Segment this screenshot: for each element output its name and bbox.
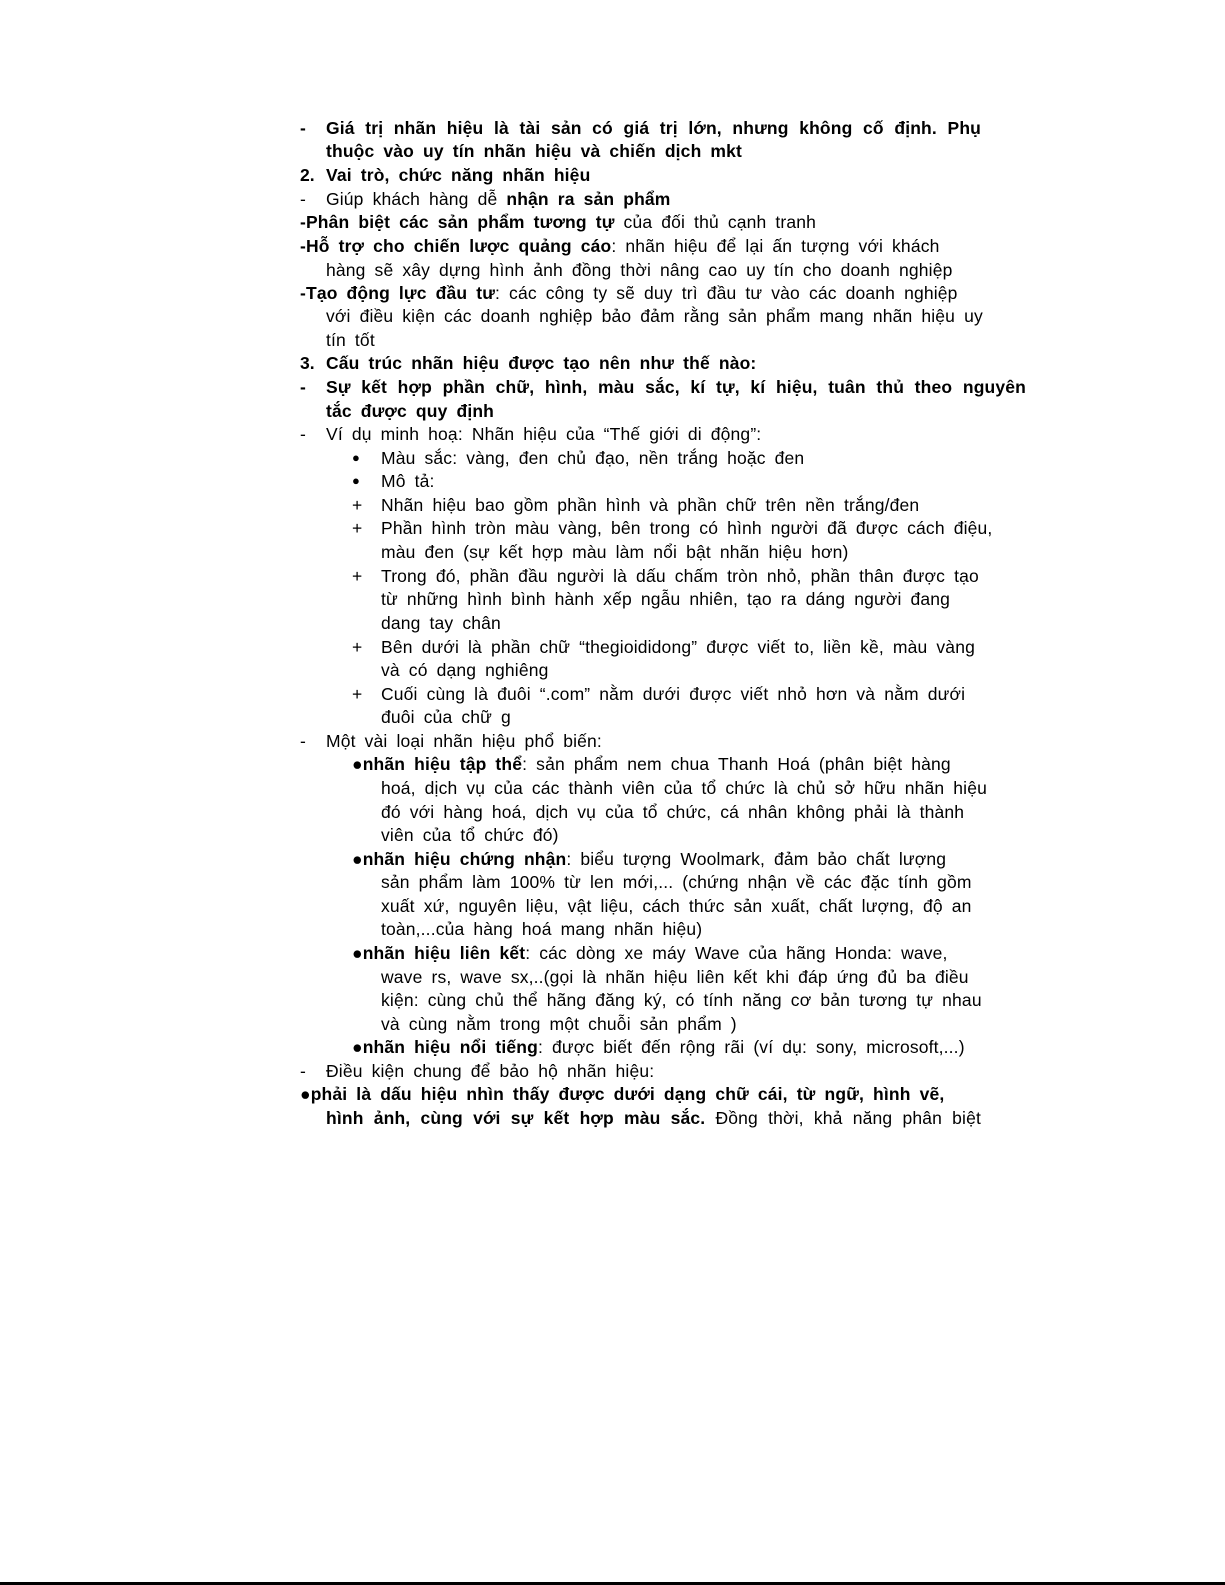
text-run: tín tốt [326,330,375,350]
text-run: viên của tổ chức đó) [381,825,559,845]
text-run: dang tay chân [381,613,501,633]
text-line [326,375,1026,399]
text-line [326,328,375,352]
bold-text: -Phân biệt các sản phẩm tương tự [300,212,615,232]
text-line [300,234,940,258]
text-run: xuất xứ, nguyên liệu, vật liệu, cách thức sản xuất, chất lượng, độ an [381,896,972,916]
text-line [381,469,435,493]
text-line [381,587,950,611]
list-marker: 2. [300,165,315,185]
list-marker: - [300,118,306,138]
text-run: : sản phẩm nem chua Thanh Hoá (phân biệt hàng [522,754,951,774]
text-line [381,540,849,564]
text-line [300,1082,944,1106]
text-run: Điều kiện chung để bảo hộ nhãn hiệu: [326,1061,655,1081]
text-run: Một vài loại nhãn hiệu phổ biến: [326,731,602,751]
text-run: với điều kiện các doanh nghiệp bảo đảm rằng sản phẩm mang nhãn hiệu uy [326,306,983,326]
text-line [381,446,804,470]
text-line [381,658,548,682]
bold-text: hình ảnh, cùng với sự kết hợp màu sắc. [326,1108,706,1128]
text-run: Bên dưới là phần chữ “thegioididong” được viết to, liền kề, màu vàng [381,637,975,657]
bold-text: thuộc vào uy tín nhãn hiệu và chiến dịch mkt [326,141,742,161]
text-run: màu đen (sự kết hợp màu làm nổi bật nhãn hiệu hơn) [381,542,849,562]
bold-text: ●phải là dấu hiệu nhìn thấy được dưới dạng chữ cái, từ ngữ, hình vẽ, [300,1084,945,1104]
text-run: : các công ty sẽ duy trì đầu tư vào các doanh nghiệp [495,283,958,303]
bold-text: Giá trị nhãn hiệu là tài sản có giá trị lớn, nhưng không cố định. Phụ [326,118,981,138]
text-line [326,399,494,423]
text-line [326,1106,981,1130]
text-line [381,776,987,800]
text-line [326,729,602,753]
text-run: : nhãn hiệu để lại ấn tượng với khách [611,236,940,256]
text-line [381,800,964,824]
bold-text: nhận ra sản phẩm [506,189,671,209]
bold-text: Vai trò, chức năng nhãn hiệu [326,165,591,185]
text-run: wave rs, wave sx,..(gọi là nhãn hiệu liên kết khi đáp ứng đủ ba điều [381,967,969,987]
text-line [326,351,756,375]
text-run: từ những hình bình hành xếp ngẫu nhiên, tạo ra dáng người đang [381,589,951,609]
list-marker: - [300,377,306,397]
list-marker: - [300,424,306,444]
bold-text: ●nhãn hiệu liên kết [352,943,526,963]
list-marker: - [300,189,306,209]
text-run: Mô tả: [381,471,435,491]
text-line [326,422,761,446]
text-run: Giúp khách hàng dễ [326,189,507,209]
text-run: sản phẩm làm 100% từ len mới,... (chứng nhận về các đặc tính gồm [381,872,972,892]
text-run: đó với hàng hoá, dịch vụ của tổ chức, cá nhân không phải là thành [381,802,965,822]
list-marker: ● [352,473,360,488]
text-run: : được biết đến rộng rãi (ví dụ: sony, microsoft,...) [537,1037,965,1057]
list-marker: - [300,1061,306,1081]
text-run: kiện: cùng chủ thể hãng đăng ký, có tính năng cơ bản tương tự nhau [381,990,982,1010]
text-run: đuôi của chữ g [381,707,511,727]
text-line [381,705,511,729]
text-line [381,564,979,588]
text-line [381,611,501,635]
text-line [352,1035,965,1059]
list-marker: + [352,684,363,704]
text-run: : biểu tượng Woolmark, đảm bảo chất lượng [566,849,947,869]
text-line [381,870,972,894]
list-marker: - [300,731,306,751]
text-run: của đối thủ cạnh tranh [614,212,817,232]
text-run: : các dòng xe máy Wave của hãng Honda: wave, [525,943,948,963]
text-run: Cuối cùng là đuôi “.com” nằm dưới được viết nhỏ hơn và nằm dưới [381,684,966,704]
bold-text: Sự kết hợp phần chữ, hình, màu sắc, kí tự, kí hiệu, tuân thủ theo nguyên [326,377,1026,397]
text-run: Màu sắc: vàng, đen chủ đạo, nền trắng hoặc đen [381,448,805,468]
text-line [326,187,671,211]
list-marker: + [352,637,363,657]
bold-text: ●nhãn hiệu tập thể [352,754,523,774]
bold-text: ●nhãn hiệu nổi tiếng [352,1037,538,1057]
text-line [326,304,983,328]
bold-text: tắc được quy định [326,401,495,421]
text-run: toàn,...của hàng hoá mang nhãn hiệu) [381,919,703,939]
text-run: và có dạng nghiêng [381,660,549,680]
text-line [326,1059,654,1083]
text-line [381,988,982,1012]
list-marker: + [352,518,363,538]
list-marker: ● [352,450,360,465]
text-run: Ví dụ minh hoạ: Nhãn hiệu của “Thế giới di động”: [326,424,762,444]
text-line [381,635,975,659]
text-line [381,682,965,706]
text-line [326,258,953,282]
text-line [352,847,946,871]
text-line [381,516,992,540]
list-marker: + [352,566,363,586]
text-run: Nhãn hiệu bao gồm phần hình và phần chữ trên nền trắng/đen [381,495,920,515]
text-line [381,1012,737,1036]
text-run: Đồng thời, khả năng phân biệt [705,1108,981,1128]
text-run: Phần hình tròn màu vàng, bên trong có hình người đã được cách điệu, [381,518,993,538]
text-line [326,116,981,140]
text-line [381,823,559,847]
text-line [381,965,969,989]
text-line [300,210,816,234]
text-run: và cùng nằm trong một chuỗi sản phẩm ) [381,1014,737,1034]
text-line [300,281,958,305]
bold-text: -Tạo động lực đầu tư [300,283,496,303]
text-run: hàng sẽ xây dựng hình ảnh đồng thời nâng cao uy tín cho doanh nghiệp [326,260,953,280]
text-line [381,894,972,918]
text-line [381,493,919,517]
text-run: Trong đó, phần đầu người là dấu chấm tròn nhỏ, phần thân được tạo [381,566,979,586]
text-line [326,139,742,163]
text-run: hoá, dịch vụ của các thành viên của tổ chức là chủ sở hữu nhãn hiệu [381,778,987,798]
text-line [381,917,702,941]
bold-text: ●nhãn hiệu chứng nhận [352,849,567,869]
bold-text: Cấu trúc nhãn hiệu được tạo nên như thế nào: [326,353,757,373]
list-marker: + [352,495,363,515]
bold-text: -Hỗ trợ cho chiến lược quảng cáo [300,236,612,256]
list-marker: 3. [300,353,315,373]
text-line [352,941,948,965]
text-line [352,752,951,776]
text-line [326,163,590,187]
